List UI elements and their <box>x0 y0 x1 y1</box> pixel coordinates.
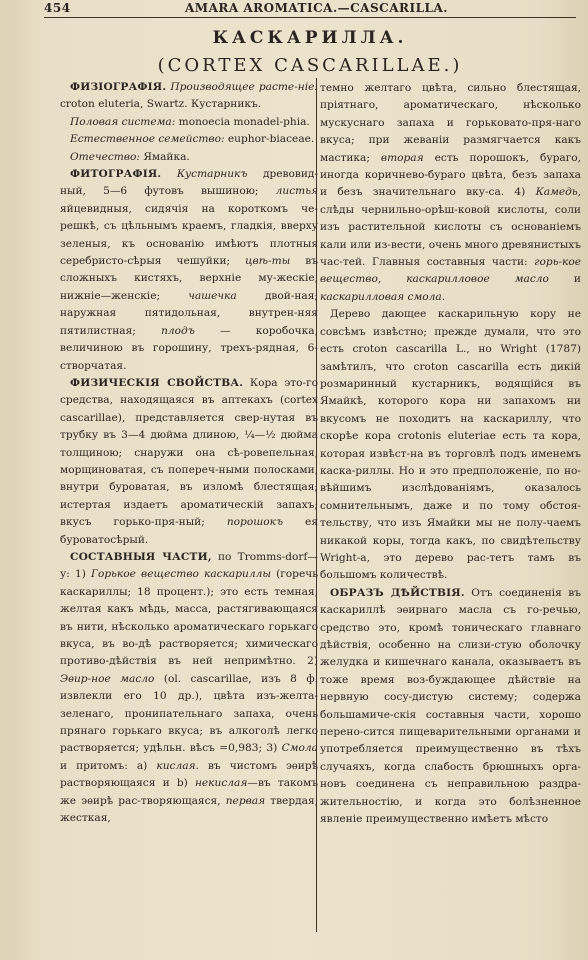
section-sostavnye <box>60 549 318 828</box>
continued-term-main-parts: горь-кое вещество, каскарилловое масло <box>320 256 581 286</box>
continued-text: и <box>548 273 581 286</box>
obraz-text: Отъ соединенія въ каскариллѣ эѳирнаго масла съ го-речью, средство это, кромѣ тоническаго главнаго дѣйствія, особенно на слизи-стую оболочку желудка и кишечнаго канала, оказываетъ въ тоже время воз-буждающее дѣйствіе на нервную сосу-дистую систему; содержа большамиче-скія составныя части, хорошо перено-сится пищеварительными органами и употребляется преимущественно въ тѣхъ случаяхъ, когда слабость брюшныхъ орга-новъ соединена съ неправильною раздра-жительностію, и когда это болѣзненное явленіе преимущественно имѣетъ мѣсто <box>320 586 581 826</box>
fitografia-term-leaves: листья <box>258 185 318 198</box>
section-fizicheskia <box>60 375 318 549</box>
sostavnye-term-resin: Смола <box>277 742 318 755</box>
fitografia-text: — коробочка, величиною въ горошину, трехъ-рядная, 6-створчатая. <box>60 324 318 372</box>
heading-sostavnye: СОСТАВНЫЯ ЧАСТИ, <box>70 550 212 563</box>
fitografia-term-fruit: плодъ <box>135 324 195 337</box>
sostavnye-term-nonacid: некислая <box>187 777 248 790</box>
fitografia-text: яйцевидныя, сидячія на короткомъ че-решкѣ, съ цѣльнымъ краемъ, гладкія, вверху зеленыя, къ основанію имѣютъ плотныя серебристо-сѣрыя чешуйки; <box>60 202 318 268</box>
fizicheskia-term-powder: порошокъ <box>204 516 284 529</box>
label-country: Отечество: <box>70 150 140 163</box>
sostavnye-text: —въ такомъ же эѳирѣ рас-творяющаяся, <box>60 777 318 807</box>
sostavnye-text: (ol. cascarillae, изъ 8 ф. извлекли его 10 др.), цвѣта изъ-желта-зеленаго, пронипательнаго запаха, очень прянаго горькаго вкуса; въ алкоголѣ легко растворяется; удѣльн. вѣсъ =0,983; 3) <box>60 672 318 755</box>
fitografia-text: двой-ная; наружная пятидольная, внутрен-няя пятилистная; <box>60 289 318 337</box>
running-title: AMARA AROMATICA.—CASCARILLA. <box>185 1 448 15</box>
continued-term-resin: каскарилловая смола. <box>320 290 446 303</box>
sostavnye-term-first: первая <box>220 794 266 807</box>
sostavnye-text: по Tromms-dorf—у: 1) <box>60 550 318 581</box>
section-obraz <box>320 585 581 829</box>
section-origin <box>320 306 581 585</box>
continued-text: темно желтаго цвѣта, сильно блестящая, пріятнаго, ароматическаго, нѣсколько мускуснаго запаха и горьковато-пря-наго вкуса; при жеваніи размягчается какъ мастика; <box>320 82 581 164</box>
heading-obraz: ОБРАЗЪ ДѢЙСТВІЯ. <box>330 586 465 599</box>
text-family: euphor-biaceae. <box>224 133 315 146</box>
sostavnye-term-oil: Эѳир-ное масло <box>60 672 155 685</box>
label-system: Половая система: <box>70 115 176 128</box>
fiziografia-system <box>60 114 318 131</box>
fitografia-term-shrub: Кустарникъ <box>161 168 248 181</box>
article-subtitle: (CORTEX CASCARILLAE.) <box>157 55 463 76</box>
page-number: 454 <box>44 1 71 15</box>
fiziografia-country <box>60 149 318 166</box>
sostavnye-term-bitter: Горькое вещество каскариллы <box>85 568 271 581</box>
continued-text: есть порошокъ, бураго, иногда коричнево-бураго цвѣта, безъ запаха и безъ значительнаго вку-са. 4) <box>320 151 581 199</box>
heading-fiziografia: ФИЗІОГРАФІЯ. <box>70 81 167 93</box>
origin-text: Дерево дающее каскарильную кору не совсѣмъ извѣстно; прежде думали, что это есть croton cascarilla L., но Wright (1787) замѣтилъ, что croton cascarilla есть дикій розмаринный кустарникъ, водящійся въ Ямайкѣ, которого кора ни запахомъ ни вкусомъ не походитъ на каскариллу, что скорѣе кора crotonis eluteriae есть та кора, которая извѣст-на въ торговлѣ подъ именемъ каска-риллы. Но и это предположеніе, по но-вѣйшимъ изслѣдованіямъ, оказалось сомнительнымъ, даже и по тому обстоя-тельству, что изъ Ямайки мы не полу-чаемъ никакой коры, тогда какъ, по свидѣтельству Wright-а, это дерево рас-тетъ тамъ въ большомъ количествѣ. <box>320 308 581 582</box>
sostavnye-text: (горечь каскариллы; 18 процент.); это есть темная, желтая какъ мѣдь, масса, растягивающаяся въ нити, нѣсколько ароматическаго горькаго вкуса, въ во-дѣ растворяется; химическаго противо-дѣйствія въ ней непримѣтно. 2) <box>60 568 318 668</box>
running-head <box>44 0 574 16</box>
left-column <box>60 79 318 933</box>
fiziografia-family <box>60 131 318 148</box>
continued-term-gum: Камедь, <box>525 186 581 199</box>
label-plant: Производящее расте-ніе: <box>170 81 318 93</box>
fitografia-text: древовид-ный, 5—6 футовъ вышиною; <box>60 168 318 198</box>
fitografia-term-flowers: цвѣ-ты <box>230 255 291 268</box>
header-rule <box>44 17 576 18</box>
continued-term-second: вторая <box>369 151 424 164</box>
text-country: Ямайка. <box>139 150 190 163</box>
section-fitografia <box>60 166 318 375</box>
article-title: КАСКАРИЛЛА. <box>212 28 408 48</box>
fitografia-term-calyx: чашечка <box>160 289 237 302</box>
heading-fitografia: ФИТОГРАФІЯ. <box>70 168 162 181</box>
sostavnye-text: и притомъ: a) <box>60 759 148 772</box>
fitografia-text: въ сложныхъ кистяхъ, верхніе му-жескіе, нижніе—женскіе; <box>60 255 318 302</box>
text-system: monoecia monadel-phia. <box>175 115 310 128</box>
continued-text: слѣды чернильно-орѣш-ковой кислоты, соли изъ растительной кислоты съ основаніемъ кали или из-вести, очень много древянистыхъ час-тей. Главныя составныя части: <box>320 203 581 269</box>
heading-fizicheskia: ФИЗИЧЕСКІЯ СВОЙСТВА. <box>70 376 244 389</box>
sostavnye-text: . въ чистомъ эѳирѣ растворяющаяся и b) <box>60 759 318 790</box>
fiziografia-plant <box>60 79 318 114</box>
fizicheskia-text: ея буроватосѣрый. <box>60 516 318 546</box>
sostavnye-term-acid: кислая <box>147 759 196 772</box>
label-family: Естественное семейство: <box>70 133 225 146</box>
section-sostavnye-continued <box>320 80 581 306</box>
sostavnye-text: твердая, жесткая, <box>60 794 318 825</box>
fizicheskia-text: Кора это-го средства, находящаяся въ аптекахъ (cortex cascarillae), представляется свер-нутая въ трубку въ 3—4 дюйма длиною, ¼—½ дюйма толщиною; снаружи она сѣ-ровепельная, морщиноватая, съ попереч-ными полосками, внутри буроватая, въ изломѣ блестящая; истертая издаетъ ароматическій запахъ; вкусъ горько-пря-ный; <box>60 376 318 529</box>
section-fiziografia <box>60 79 318 166</box>
right-column <box>320 80 581 932</box>
text-plant: croton eluteria, Swartz. Кустарникъ. <box>60 98 262 111</box>
